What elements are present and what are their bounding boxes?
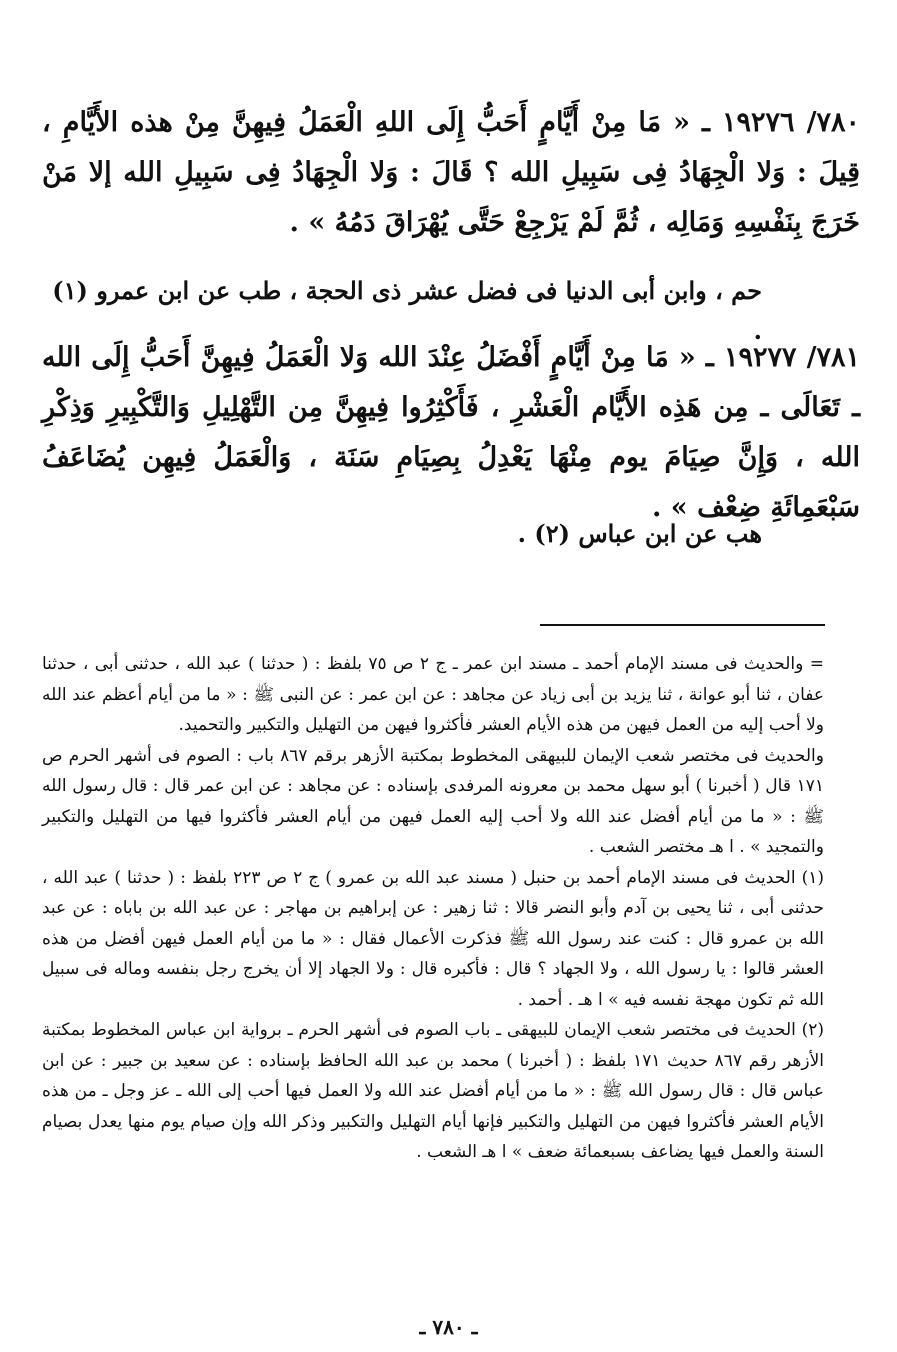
hadith-781: ٧٨١/ ١٩٢٧٧ ـ « مَا مِنْ أَيَّامٍ أَفْضَلُ عِنْدَ الله وَلا الْعَمَلُ فِيهِنَّ أَحَبُّ إِلَى الله ـ تَعَالَى ـ مِن هَذِه الأَيَّام الْعَشْرِ ، فَأَكْثِرُوا فِيهِنَّ مِن التَّهْلِيلِ وَالتَّكْبِيرِ وَذِكْرِ الله ، وَإِنَّ صِيَامَ يوم مِنْهَا يَعْدِلُ بِصِيَامِ سَنَة ، وَالْعَمَلُ فِيهِن يُضَاعَفُ سَبْعَمِائَةِ ضِعْف » . — [42, 342, 860, 523]
footnote-separator — [540, 624, 825, 626]
hadith-780: ٧٨٠/ ١٩٢٧٦ ـ « مَا مِنْ أَيَّامٍ أَحَبُّ إِلَى اللهِ الْعَمَلُ فِيهِنَّ مِنْ هذه الأَيَّامِ ، قِيلَ : وَلا الْجِهَادُ فِى سَبِيلِ الله ؟ قَالَ : وَلا الْجِهَادُ فِى سَبِيلِ الله إلا مَنْ خَرَجَ بِنَفْسِهِ وَمَالِه ، ثُمَّ لَمْ يَرْجِعْ حَتَّى يُهْرَاقَ دَمُهُ » . — [42, 107, 860, 238]
footnote-2: (٢) الحديث فى مختصر شعب الإيمان للبيهقى ـ باب الصوم فى أشهر الحرم ـ برواية ابن عباس المخطوط بمكتبة الأزهر رقم ٨٦٧ حديث ١٧١ بلفظ : ( أخبرنا ) محمد بن عبد الله الحافظ بإسناده : عن سعيد بن جبير : عن ابن عباس قال : قال رسول الله ﷺ : « ما من أيام أفضل عند الله ولا العمل فيها أحب إلى الله ـ عز وجل ـ من هذه الأيام العشر فأكثروا فيهن من التهليل والتكبير فإنها أيام التهليل والتكبير وذكر الله وإن صيام يوم منها يعدل بصيام السنة والعمل فيها يضاعف بسبعمائة ضعف » ا هـ الشعب . — [42, 1020, 825, 1162]
footnote-continuation-shuab: والحديث فى مختصر شعب الإيمان للبيهقى المخطوط بمكتبة الأزهر برقم ٨٦٧ باب : الصوم فى أشهر الحرم ص ١٧١ قال ( أخبرنا ) أبو سهل محمد بن معرونه المرفدى بإسناده : عن مجاهد : عن ابن عمر قال : قال رسول الله ﷺ : « ما من أيام أفضل عند الله ولا أحب إليه العمل فيهن من أيام العشر فأكثروا فيها من التهليل والتكبير والتمجيد » . ا هـ مختصر الشعب . — [42, 745, 824, 857]
page-number: ـ ٧٨٠ ـ — [419, 1315, 478, 1339]
footnote-1: (١) الحديث فى مسند الإمام أحمد بن حنبل ( مسند عبد الله بن عمرو ) ج ٢ ص ٢٢٣ بلفظ : ( حدثنا ) عبد الله ، حدثنى أبى ، ثنا يحيى بن آدم وأبو النضر قالا : ثنا زهير : عن إبراهيم بن مهاجر : عن عبد الله بن باباه : عن عبد الله بن عمرو قال : كنت عند رسول الله ﷺ فذكرت الأعمال فقال : « ما من أيام العمل فيهن أفضل من هذه العشر قالوا : يا رسول الله ، ولا الجهاد ؟ قال : فأكبره قال : ولا الجهاد إلا أن يخرج رجل بنفسه وماله فى سبيل الله ثم تكون مهجة نفسه فيه » ا هـ . أحمد . — [42, 867, 825, 1010]
hadith-780-source: حم ، وابن أبى الدنيا فى فضل عشر ذى الحجة ، طب عن ابن عمرو (١) . — [52, 276, 762, 345]
hadith-781-source: هب عن ابن عباس (٢) . — [517, 519, 762, 548]
footnotes — [42, 649, 824, 1168]
footnote-continuation: = والحديث فى مسند الإمام أحمد ـ مسند ابن عمر ـ ج ٢ ص ٧٥ بلفظ : ( حدثنا ) عبد الله ، حدثنى أبى ، حدثنا عفان ، ثنا أبو عوانة ، ثنا يزيد بن أبى زياد عن مجاهد : عن ابن عمر : عن النبى ﷺ : « ما من أيام أعظم عند الله ولا أحب إليه من العمل فيهن من هذه الأيام العشر فأكثروا فيهن من التهليل والتكبير والتحميد. — [42, 654, 824, 735]
